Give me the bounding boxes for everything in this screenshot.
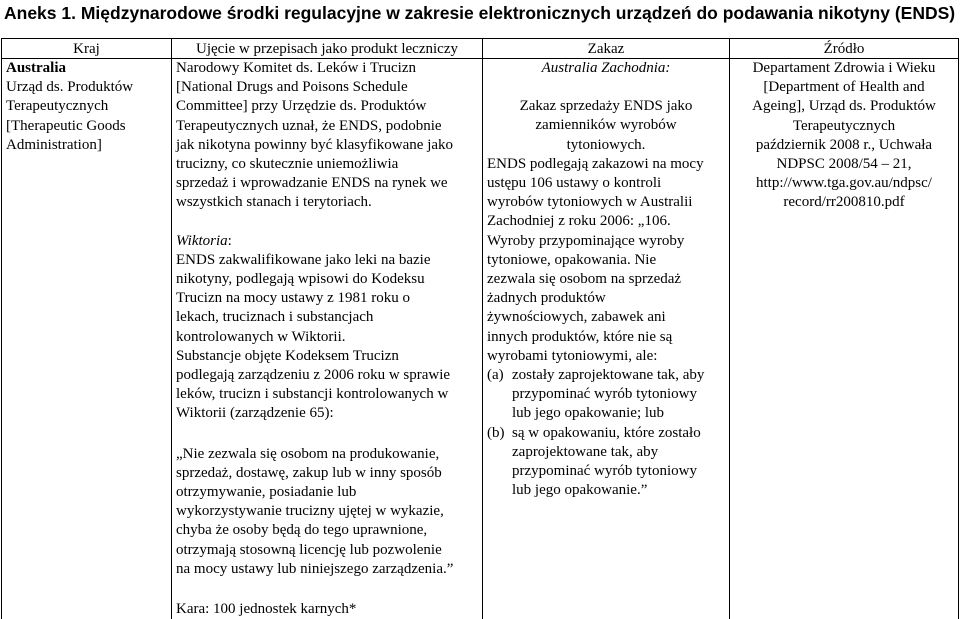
agency-line: Urząd ds. Produktów [6, 78, 167, 97]
text-line: przypominać wyrób tytoniowy [512, 385, 725, 404]
text-line: lub jego opakowanie; lub [512, 404, 725, 423]
text-line: tytoniowych. [487, 136, 725, 155]
header-country: Kraj [2, 39, 172, 59]
text-line: lub jego opakowanie.” [512, 481, 725, 500]
text-line: podlegają zarządzeniu z 2006 roku w sprawie [176, 366, 478, 385]
text-line: jak nikotyna powinny być klasyfikowane jako [176, 136, 478, 155]
region-name: Wiktoria [176, 233, 228, 249]
text-line: ENDS podlegają zakazowi na mocy [487, 155, 725, 174]
text-line: [Department of Health and [734, 78, 954, 97]
text-line: [National Drugs and Poisons Schedule [176, 78, 478, 97]
text-line: wyrobów tytoniowych w Australii [487, 193, 725, 212]
text-line: Wyroby przypominające wyroby [487, 232, 725, 251]
ban-summary [487, 97, 725, 155]
federal-paragraph [176, 59, 478, 213]
table-row [2, 59, 959, 619]
text-line: kontrolowanych w Wiktorii. [176, 328, 478, 347]
ban-legal-text [487, 155, 725, 366]
text-line: Departament Zdrowia i Wieku [734, 59, 954, 78]
text-line: sprzedaż, dostawę, zakup lub w inny sposób [176, 464, 478, 483]
text-line: na mocy ustawy lub niniejszego zarządzenia.” [176, 560, 478, 579]
victoria-paragraph [176, 232, 478, 424]
text-line: ustępu 106 ustawy o kontroli [487, 174, 725, 193]
text-line: trucizny, co skutecznie uniemożliwia [176, 155, 478, 174]
text-line: nikotyny, podlegają wpisowi do Kodeksu [176, 270, 478, 289]
text-line: innych produktów, które nie są [487, 328, 725, 347]
agency-line: Terapeutycznych [6, 97, 167, 116]
source-url[interactable]: http://www.tga.gov.au/ndpsc/ [734, 174, 954, 193]
text-line: tytoniowe, opakowania. Nie [487, 251, 725, 270]
text-line: Terapeutycznych uznał, że ENDS, podobnie [176, 117, 478, 136]
text-line: Substancje objęte Kodeksem Trucizn [176, 347, 478, 366]
text-line: Trucizn na mocy ustawy z 1981 roku o [176, 289, 478, 308]
item-marker: (a) [487, 366, 504, 385]
text-line: wykorzystywanie trucizny ujętej w wykazie, [176, 502, 478, 521]
text-line: zezwala się osobom na sprzedaż [487, 270, 725, 289]
text-line: zaprojektowane tak, aby [512, 443, 725, 462]
header-ban: Zakaz [483, 39, 730, 59]
text-line: Zachodniej z roku 2006: „106. [487, 212, 725, 231]
country-cell [2, 59, 172, 619]
text-line: wszystkich stanach i terytoriach. [176, 193, 478, 212]
text-line: Narodowy Komitet ds. Leków i Trucizn [176, 59, 478, 78]
country-name: Australia [6, 59, 167, 78]
regulatory-table [1, 38, 959, 619]
text-line: otrzymają stosowną licencję lub pozwolenie [176, 541, 478, 560]
ban-cell [483, 59, 730, 619]
table-header-row [2, 39, 959, 59]
text-line: Terapeutycznych [734, 117, 954, 136]
text-line: Ageing], Urząd ds. Produktów [734, 97, 954, 116]
text-line: „Nie zezwala się osobom na produkowanie, [176, 445, 478, 464]
text-line: otrzymywanie, posiadanie lub [176, 483, 478, 502]
header-source: Źródło [730, 39, 959, 59]
text-line: NDPSC 2008/54 – 21, [734, 155, 954, 174]
text-line: przypominać wyrób tytoniowy [512, 462, 725, 481]
text-line: są w opakowaniu, które zostało [512, 424, 725, 443]
text-line: wyrobami tytoniowymi, ale: [487, 347, 725, 366]
source-cell [730, 59, 959, 619]
agency-line: Administration] [6, 136, 167, 155]
text-line: Committee] przy Urzędzie ds. Produktów [176, 97, 478, 116]
text-line: Zakaz sprzedaży ENDS jako [487, 97, 725, 116]
region-label: Wiktoria: [176, 232, 478, 251]
text-line: październik 2008 r., Uchwała [734, 136, 954, 155]
region-name: Australia Zachodnia: [487, 59, 725, 78]
source-url[interactable]: record/rr200810.pdf [734, 193, 954, 212]
header-medicinal: Ujęcie w przepisach jako produkt leczniczy [172, 39, 483, 59]
text-line: sprzedaż i wprowadzanie ENDS na rynek we [176, 174, 478, 193]
list-item [487, 424, 725, 501]
text-line: żywnościowych, zabawek ani [487, 308, 725, 327]
text-line: zostały zaprojektowane tak, aby [512, 366, 725, 385]
text-line: leków, trucizn i substancji kontrolowanych w [176, 385, 478, 404]
text-line: chyba że osoby będą do tego uprawnione, [176, 521, 478, 540]
medicinal-cell [172, 59, 483, 619]
agency-line: [Therapeutic Goods [6, 117, 167, 136]
source-citation [734, 59, 954, 213]
text-line: ENDS zakwalifikowane jako leki na bazie [176, 251, 478, 270]
text-line: Wiktorii (zarządzenie 65): [176, 404, 478, 423]
regulation-quote [176, 445, 478, 579]
text-line: zamienników wyrobów [487, 116, 725, 135]
annex-title: Aneks 1. Międzynarodowe środki regulacyjne w zakresie elektronicznych urządzeń do podawania nikotyny (ENDS) [4, 2, 955, 24]
text-line: żadnych produktów [487, 289, 725, 308]
text-line: lekach, truciznach i substancjach [176, 308, 478, 327]
list-item [487, 366, 725, 424]
penalty-text: Kara: 100 jednostek karnych* [176, 600, 478, 619]
item-marker: (b) [487, 424, 505, 443]
